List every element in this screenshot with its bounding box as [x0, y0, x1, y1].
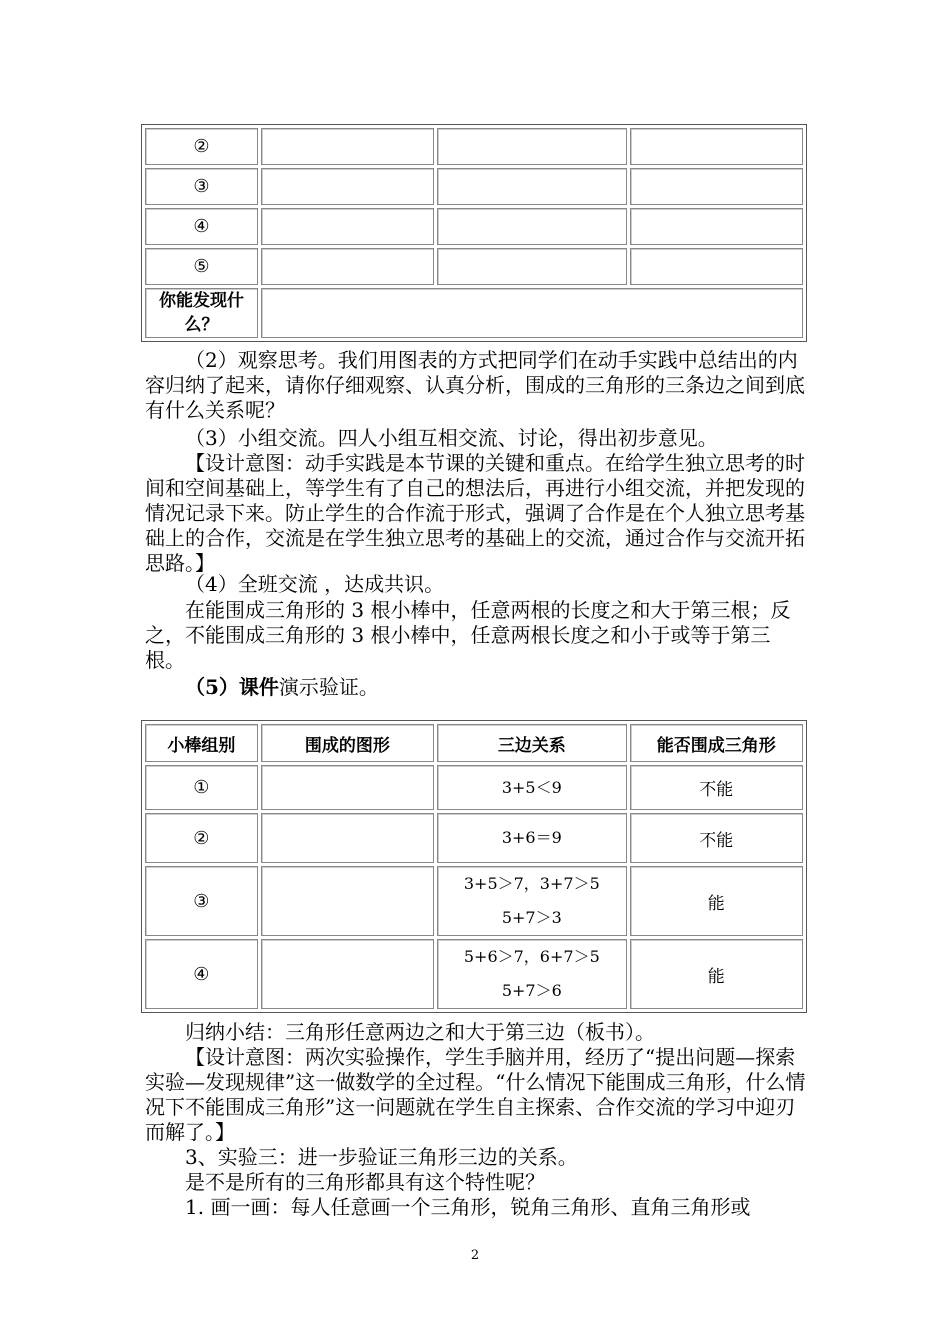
result-cell: 不能 — [630, 765, 803, 810]
table-cell — [261, 168, 434, 205]
record-table-continued — [141, 124, 807, 342]
paragraph-draw-task: 1. 画一画：每人任意画一个三角形，锐角三角形、直角三角形或 — [185, 1195, 751, 1219]
shape-cell — [261, 765, 434, 810]
group-label: ③ — [145, 168, 258, 205]
paragraph-summary: 归纳小结：三角形任意两边之和大于第三边（板书）。 — [185, 1020, 655, 1044]
table-cell — [630, 248, 803, 285]
paragraph-experiment-three: 3、实验三：进一步验证三角形三边的关系。 — [185, 1145, 578, 1169]
column-header-result: 能否围成三角形 — [630, 724, 803, 762]
result-cell: 能 — [630, 866, 803, 936]
courseware-text: 演示验证。 — [278, 675, 379, 699]
table-row — [145, 248, 803, 285]
table-cell — [437, 208, 626, 245]
table-header-row — [145, 724, 803, 762]
table-row — [145, 813, 803, 863]
page-number: 2 — [470, 1248, 480, 1263]
relation-cell: 3+6＝9 — [437, 813, 626, 863]
paragraph-design-intent-2: 【设计意图：两次实验操作，学生手脑并用，经历了“提出问题—探索实验—发现规律”这一做数学的全过程。“什么情况下能围成三角形，什么情况下不能围成三角形”这一问题就在学生自主探索、合作交流的学习中迎刃而解了。】 — [145, 1045, 806, 1144]
table-cell — [437, 128, 626, 165]
relation-cell: 5+6＞7，6+7＞5 5+7＞6 — [437, 939, 626, 1009]
table-cell — [437, 248, 626, 285]
verification-table — [141, 720, 807, 1013]
column-header-shape: 围成的图形 — [261, 724, 434, 762]
group-label: ④ — [145, 208, 258, 245]
paragraph-class-discussion: （4）全班交流 ，达成共识。 — [185, 572, 445, 596]
group-label: ② — [145, 128, 258, 165]
paragraph-design-intent-1: 【设计意图：动手实践是本节课的关键和重点。在给学生独立思考的时间和空间基础上，等学生有了自己的想法后，再进行小组交流，并把发现的情况记录下来。防止学生的合作流于形式，强调了合作是在个人独立思考基础上的合作，交流是在学生独立思考的基础上的交流，通过合作与交流开拓思路。】 — [145, 451, 805, 575]
group-label: ② — [145, 813, 258, 863]
group-label: ④ — [145, 939, 258, 1009]
paragraph-observe: （2）观察思考。我们用图表的方式把同学们在动手实践中总结出的内容归纳了起来，请你仔细观察、认真分析，围成的三角形的三条边之间到底有什么关系呢？ — [145, 348, 805, 422]
table-row — [145, 168, 803, 205]
shape-cell — [261, 813, 434, 863]
table-cell — [630, 208, 803, 245]
table-cell — [630, 128, 803, 165]
table-row — [145, 128, 803, 165]
table-cell — [630, 168, 803, 205]
shape-cell — [261, 939, 434, 1009]
table-cell — [261, 248, 434, 285]
courseware-label: （5）课件 — [185, 675, 279, 699]
summary-cell — [261, 288, 803, 338]
table-row — [145, 765, 803, 810]
summary-label: 你能发现什么？ — [145, 288, 258, 338]
group-label: ③ — [145, 866, 258, 936]
table-row — [145, 208, 803, 245]
paragraph-conclusion: 在能围成三角形的 3 根小棒中，任意两根的长度之和大于第三根；反之，不能围成三角形的 3 根小棒中，任意两根长度之和小于或等于第三根。 — [145, 598, 791, 672]
relation-cell: 3+5＜9 — [437, 765, 626, 810]
paragraph-group-discussion: （3）小组交流。四人小组互相交流、讨论，得出初步意见。 — [185, 426, 718, 450]
table-cell — [261, 128, 434, 165]
result-cell: 能 — [630, 939, 803, 1009]
paragraph-question: 是不是所有的三角形都具有这个特性呢？ — [185, 1170, 545, 1194]
table-cell — [261, 208, 434, 245]
table-row — [145, 939, 803, 1009]
table-cell — [437, 168, 626, 205]
paragraph-courseware — [145, 675, 810, 700]
table-row — [145, 866, 803, 936]
group-label: ① — [145, 765, 258, 810]
table-row — [145, 288, 803, 338]
column-header-group: 小棒组别 — [145, 724, 258, 762]
relation-cell: 3+5＞7，3+7＞5 5+7＞3 — [437, 866, 626, 936]
shape-cell — [261, 866, 434, 936]
result-cell: 不能 — [630, 813, 803, 863]
column-header-relation: 三边关系 — [437, 724, 626, 762]
group-label: ⑤ — [145, 248, 258, 285]
